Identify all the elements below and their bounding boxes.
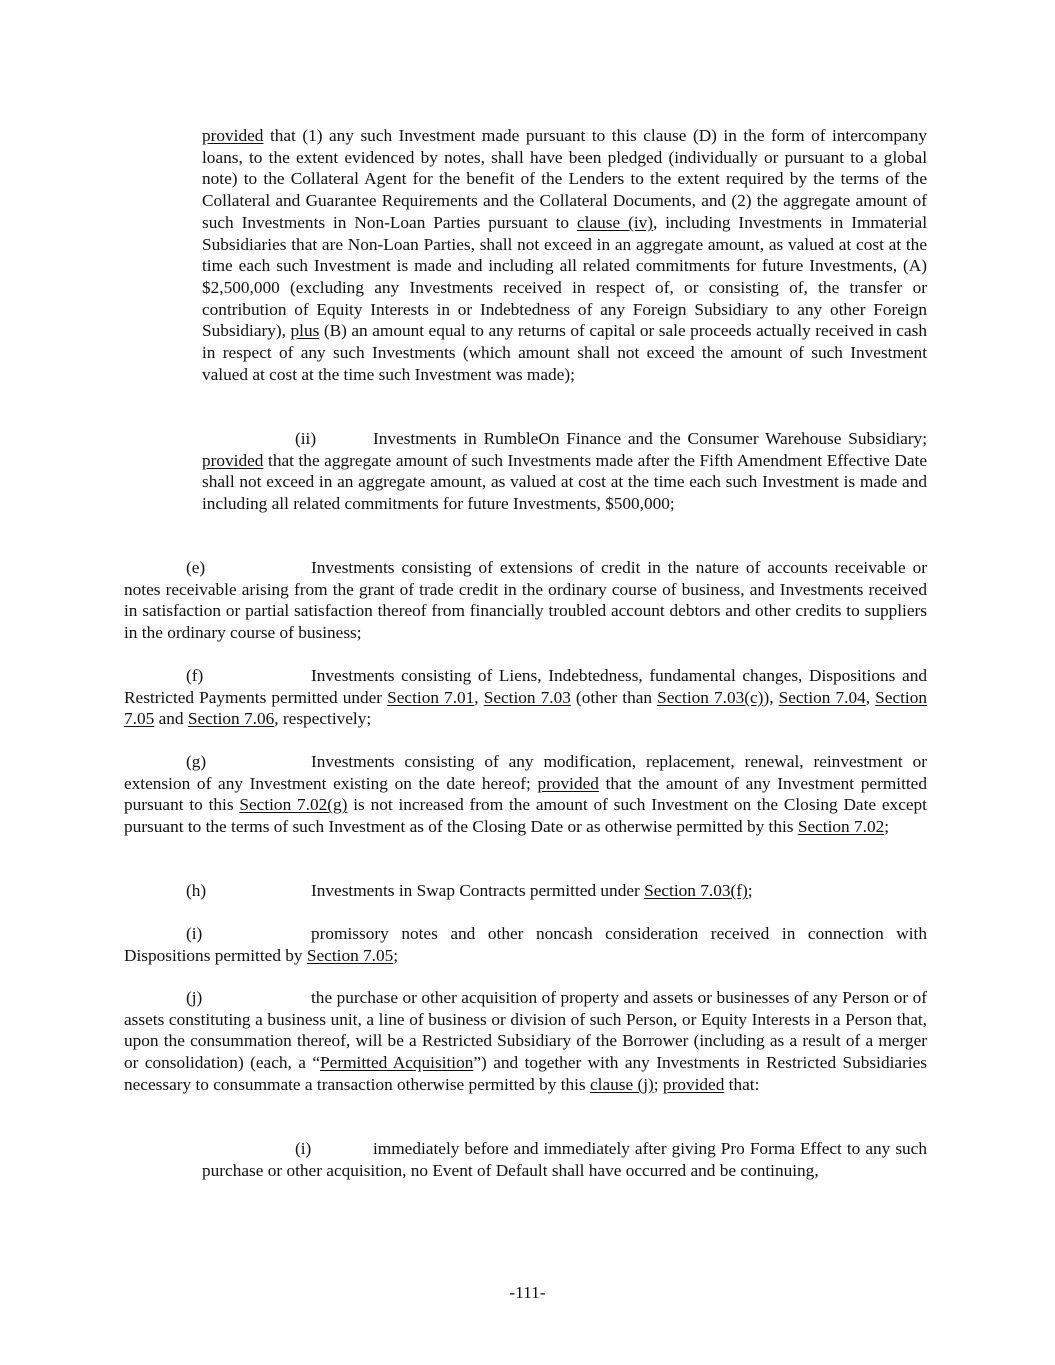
clause-label: (f): [186, 666, 204, 685]
page-number: -111-: [509, 1283, 546, 1302]
paragraph-clause-i: (i) promissory notes and other noncash consideration received in connection with Dispositions permitted by Section 7.05;: [124, 924, 927, 965]
clause-label: (j): [186, 988, 203, 1007]
cross-reference: Section 7.05: [306, 945, 394, 965]
defined-term-provided: provided: [662, 1074, 725, 1094]
clause-label: (i): [186, 924, 203, 943]
clause-label: (ii): [295, 429, 317, 448]
cross-reference: Section 7.04: [778, 687, 866, 707]
cross-reference: Section 7.05: [124, 687, 928, 729]
clause-label: (h): [186, 881, 207, 900]
defined-term-permitted-acquisition: Permitted Acquisition: [320, 1053, 474, 1073]
paragraph-clause-g: (g) Investments consisting of any modification, replacement, renewal, reinvestment or extension of any Investment existing on the date hereof; provided that the amount of any Investment permitted pursuant to this Section 7.02(g) is not increased from the amount of such Investment on the Closing Date except pursuant to the terms of such Investment as of the Closing Date or as otherwise permitted by this Section 7.02;: [124, 752, 927, 837]
defined-term-provided: provided: [202, 450, 264, 470]
cross-reference: clause (iv): [576, 212, 654, 232]
paragraph-subclause-ii: (ii) Investments in RumbleOn Finance and the Consumer Warehouse Subsidiary; provided that the aggregate amount of such Investments made after the Fifth Amendment Effective Date shall not exceed in an aggregate amount, as valued at cost at the time each such Investment is made and including all related commitments for future Investments, $500,000;: [202, 429, 927, 514]
defined-term-provided: provided: [537, 773, 599, 793]
clause-label: (e): [186, 558, 206, 577]
cross-reference: Section 7.03: [483, 687, 571, 707]
cross-reference: Section 7.06: [187, 709, 275, 729]
cross-reference: Section 7.03(f): [644, 881, 748, 900]
defined-term-plus: plus: [290, 321, 320, 341]
paragraph-subclause-j-i: (i) immediately before and immediately after giving Pro Forma Effect to any such purchase or other acquisition, no Event of Default shall have occurred and be continuing,: [202, 1139, 927, 1180]
paragraph-clause-f: (f) Investments consisting of Liens, Indebtedness, fundamental changes, Dispositions and Restricted Payments permitted under Section 7.01, Section 7.03 (other than Section 7.03(c)), Section 7.04, Section 7.05 and Section 7.06, respectively;: [124, 666, 928, 729]
defined-term-provided: provided: [202, 126, 264, 145]
cross-reference: Section 7.02(g): [239, 795, 348, 815]
cross-reference: clause (j): [589, 1074, 654, 1094]
paragraph-clause-h: (h) Investments in Swap Contracts permitted under Section 7.03(f);: [124, 880, 927, 902]
clause-label: (g): [186, 752, 207, 771]
cross-reference: Section 7.02: [797, 817, 885, 837]
clause-label: (i): [295, 1139, 312, 1158]
paragraph-clause-j: (j) the purchase or other acquisition of property and assets or businesses of any Person or of assets constituting a business unit, a line of business or division of such Person, or Equity Interests in a Person that, upon the consummation thereof, will be a Restricted Subsidiary of the Borrower (including as a result of a merger or consolidation) (each, a “Permitted Acquisition”) and together with any Investments in Restricted Subsidiaries necessary to consummate a transaction otherwise permitted by this clause (j); provided that:: [124, 988, 928, 1094]
cross-reference: Section 7.03(c): [657, 687, 764, 707]
cross-reference: Section 7.01: [387, 687, 475, 707]
paragraph-d-proviso: provided that (1) any such Investment made pursuant to this clause (D) in the form of intercompany loans, to the extent evidenced by notes, shall have been pledged (individually or pursuant to a global note) to the Collateral Agent for the benefit of the Lenders to the extent required by the terms of the Collateral and Guarantee Requirements and the Collateral Documents, and (2) the aggregate amount of such Investments in Non-Loan Parties pursuant to clause (iv), including Investments in Immaterial Subsidiaries that are Non-Loan Parties, shall not exceed in an aggregate amount, as valued at cost at the time each such Investment is made and including all related commitments for future Investments, (A) $2,500,000 (excluding any Investments received in respect of, or consisting of, the transfer or contribution of Equity Interests in or Indebtedness of any Foreign Subsidiary to any other Foreign Subsidiary), plus (B) an amount equal to any returns of capital or sale proceeds actually received in cash in respect of any such Investments (which amount shall not exceed the amount of such Investment valued at cost at the time such Investment was made);: [202, 126, 928, 384]
paragraph-clause-e: (e) Investments consisting of extensions of credit in the nature of accounts receivable or notes receivable arising from the grant of trade credit in the ordinary course of business, and Investments received in satisfaction or partial satisfaction thereof from financially troubled account debtors and other credits to suppliers in the ordinary course of business;: [124, 558, 927, 643]
